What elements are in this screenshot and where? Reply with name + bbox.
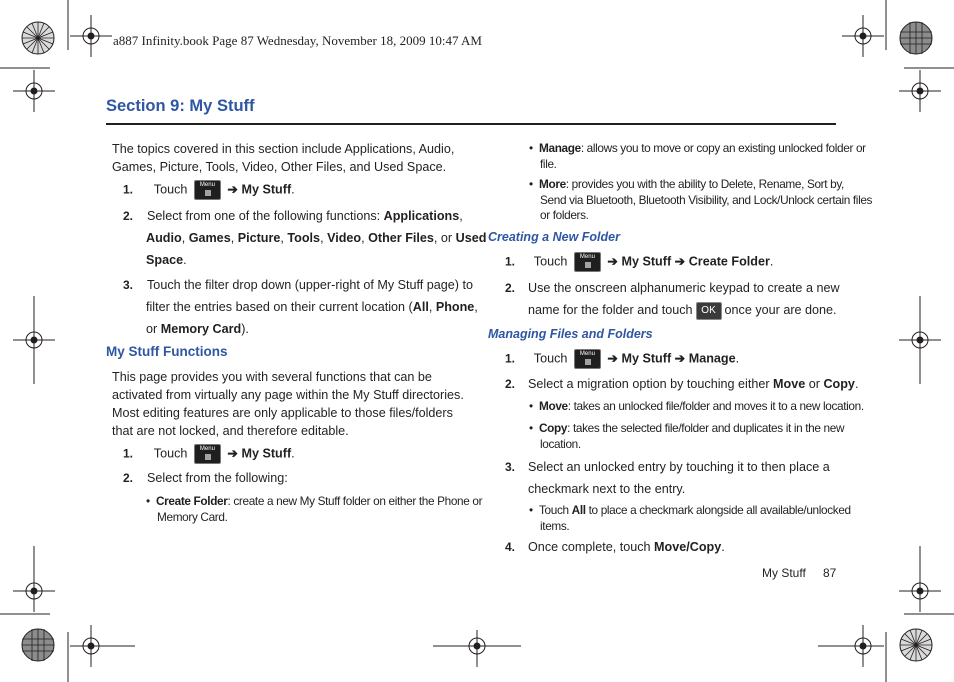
list-item: 1. Touch Menu ➔ My Stuff. bbox=[123, 180, 295, 200]
arrow-icon: ➔ bbox=[227, 446, 238, 461]
arrow-icon: ➔ bbox=[607, 351, 618, 366]
registration-target-icon bbox=[13, 546, 55, 612]
intro-line: The topics covered in this section include Applications, Audio, bbox=[112, 142, 455, 156]
arrow-icon: ➔ bbox=[674, 254, 686, 269]
menu-key-icon: Menu bbox=[194, 180, 221, 200]
page-number: 87 bbox=[823, 566, 837, 580]
registration-target-icon bbox=[13, 296, 55, 384]
bullet-item: • Manage: allows you to move or copy an existing unlocked folder or file. bbox=[529, 141, 866, 171]
menu-key-icon: Menu bbox=[574, 349, 601, 369]
bullet-item: • Create Folder: create a new My Stuff folder on either the Phone or Memory Card. bbox=[146, 494, 483, 524]
intro-line: Games, Picture, Tools, Video, Other Files, and Used Space. bbox=[112, 160, 447, 174]
starburst-icon bbox=[900, 629, 932, 661]
step-number: 1. bbox=[123, 182, 134, 197]
arrow-icon: ➔ bbox=[607, 254, 618, 269]
registration-target-icon bbox=[899, 70, 941, 112]
registration-target-icon bbox=[899, 546, 941, 612]
registration-target-icon bbox=[70, 15, 112, 57]
list-item: 1. Touch Menu ➔ My Stuff. bbox=[123, 444, 295, 464]
step-text: Touch bbox=[153, 182, 188, 197]
step-target: My Stuff bbox=[241, 182, 292, 197]
registration-target-icon bbox=[70, 625, 135, 667]
section-heading: My Stuff Functions bbox=[106, 344, 228, 359]
checker-disk-icon bbox=[22, 629, 54, 661]
registration-target-icon bbox=[433, 630, 521, 667]
checker-disk-icon bbox=[900, 22, 932, 54]
list-item: 1. Touch Menu ➔ My Stuff ➔ Manage. bbox=[505, 349, 739, 369]
subsection-heading: Creating a New Folder bbox=[488, 230, 620, 244]
list-item: 3. Touch the filter drop down (upper-right of My Stuff page) to filter the entries based on their current location (All, Phone, or Memory Card). bbox=[123, 278, 478, 336]
registration-target-icon bbox=[899, 296, 941, 384]
arrow-icon: ➔ bbox=[674, 351, 686, 366]
bullet-item: • Copy: takes the selected file/folder and duplicates it in the new location. bbox=[529, 421, 845, 451]
ok-key-icon: OK bbox=[696, 302, 722, 320]
list-item: 2. Use the onscreen alphanumeric keypad to create a new name for the folder and touch OK once your are done. bbox=[505, 277, 840, 321]
list-item: 2. Select a migration option by touching either Move or Copy. bbox=[505, 377, 859, 391]
functions-paragraph: This page provides you with several functions that can be activated from virtually any page within the My Stuff directories. Most editing features are only applicable to those files/folders that are not locked, and therefore editable. bbox=[112, 370, 464, 438]
arrow-icon: ➔ bbox=[227, 182, 238, 197]
list-item: 2. Select from the following: bbox=[123, 471, 288, 485]
title-rule bbox=[106, 123, 836, 125]
bullet-item: • Move: takes an unlocked file/folder and moves it to a new location. bbox=[529, 399, 864, 413]
list-item: 3. Select an unlocked entry by touching it to then place a checkmark next to the entry. bbox=[505, 460, 830, 496]
bullet-item: • More: provides you with the ability to Delete, Rename, Sort by, Send via Bluetooth, Bluetooth Visibility, and Lock/Unlock certain files or folders. bbox=[529, 177, 873, 222]
list-item: 2. Select from one of the following functions: Applications, Audio, Games, Picture, Tools, Video, Other Files, or Used Space. bbox=[123, 209, 487, 267]
menu-key-icon: Menu bbox=[194, 444, 221, 464]
menu-key-icon: Menu bbox=[574, 252, 601, 272]
list-item: 4. Once complete, touch Move/Copy. bbox=[505, 540, 725, 554]
bullet-item: • Touch All to place a checkmark alongside all available/unlocked items. bbox=[529, 503, 851, 533]
page-title: Section 9: My Stuff bbox=[106, 97, 255, 115]
intro-paragraph bbox=[112, 140, 454, 176]
registration-target-icon bbox=[818, 625, 884, 667]
starburst-icon bbox=[22, 22, 54, 54]
footer-section: My Stuff bbox=[762, 566, 806, 580]
registration-target-icon bbox=[13, 70, 55, 112]
list-item: 1. Touch Menu ➔ My Stuff ➔ Create Folder. bbox=[505, 252, 773, 272]
subsection-heading: Managing Files and Folders bbox=[488, 327, 653, 341]
print-slug: a887 Infinity.book Page 87 Wednesday, November 18, 2009 10:47 AM bbox=[113, 33, 482, 48]
registration-target-icon bbox=[842, 15, 884, 57]
